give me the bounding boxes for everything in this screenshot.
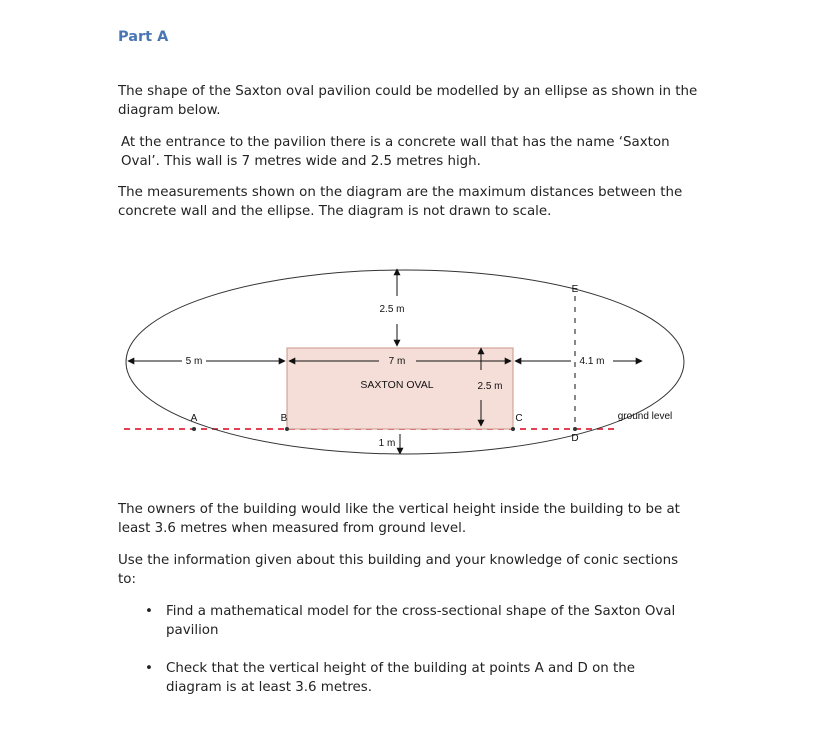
left-gap-label: 5 m — [185, 356, 203, 367]
right-gap-label: 4.1 m — [579, 356, 605, 367]
task-text: Find a mathematical model for the cross-sectional shape of the Saxton Oval pavilion — [166, 604, 676, 638]
bullet-icon: • — [145, 661, 153, 676]
requirement-paragraph: The owners of the building would like the vertical height inside the building to be at least 3.6 metres when measured from ground level. — [118, 502, 680, 536]
bullet-icon: • — [145, 604, 153, 619]
point-a-marker — [192, 427, 196, 431]
wall-label: SAXTON OVAL — [360, 379, 434, 391]
measurements-paragraph: The measurements shown on the diagram are the maximum distances between the concrete wall and the ellipse. The diagram is not drawn to scale. — [118, 185, 683, 219]
point-d-marker — [573, 427, 577, 431]
wall-height-label: 2.5 m — [477, 381, 503, 392]
wall-width-label: 7 m — [388, 356, 406, 367]
bottom-gap-label: 1 m — [378, 438, 396, 449]
point-c-label: C — [515, 413, 523, 424]
intro-paragraph: The shape of the Saxton oval pavilion could be modelled by an ellipse as shown in the diagram below. — [118, 84, 698, 118]
point-c-marker — [511, 427, 515, 431]
point-b-label: B — [280, 413, 288, 424]
ground-level-label: ground level — [617, 411, 673, 422]
section-heading: Part A — [118, 29, 169, 45]
point-b-marker — [285, 427, 289, 431]
instruction-paragraph: Use the information given about this building and your knowledge of conic sections to: — [118, 553, 679, 587]
ellipse-diagram — [114, 258, 694, 468]
point-d-label: D — [571, 433, 579, 444]
point-a-label: A — [190, 413, 198, 424]
task-text: Check that the vertical height of the building at points A and D on the diagram is at least 3.6 metres. — [166, 661, 635, 695]
wall-description-paragraph: At the entrance to the pavilion there is a concrete wall that has the name ‘Saxton Oval’. This wall is 7 metres wide and 2.5 metres high. — [121, 135, 670, 169]
top-gap-label: 2.5 m — [379, 304, 405, 315]
point-e-label: E — [571, 284, 579, 295]
